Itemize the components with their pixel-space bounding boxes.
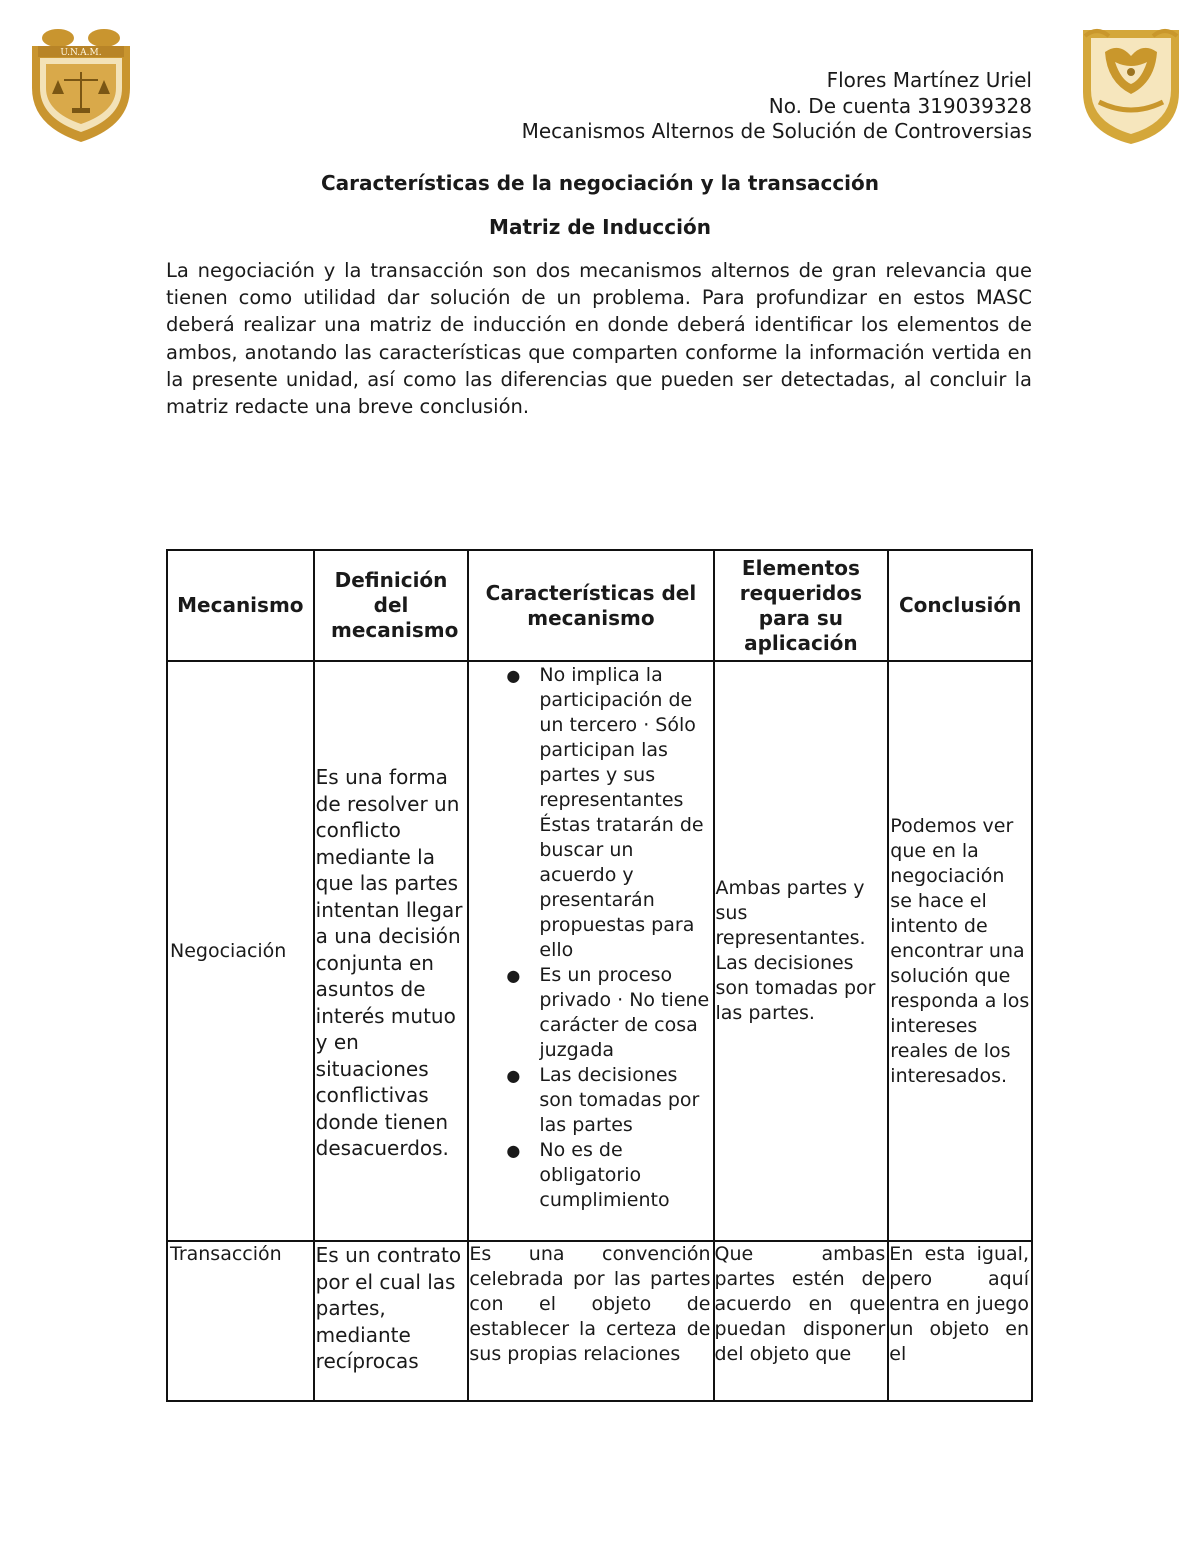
mechanism-cell: Negociación xyxy=(167,661,314,1241)
author-header xyxy=(522,68,1032,145)
author-name: Flores Martínez Uriel xyxy=(826,68,1032,92)
features-cell: Es una convención celebrada por las partes con el objeto de establecer la certeza de sus propias relaciones xyxy=(468,1241,713,1401)
document-subtitle: Matriz de Inducción xyxy=(489,215,711,239)
features-list xyxy=(469,663,712,1213)
mechanism-cell: Transacción xyxy=(167,1241,314,1401)
unam-law-school-crest-icon xyxy=(28,28,134,144)
list-item: ● Las decisiones son tomadas por las partes xyxy=(506,1064,700,1136)
definition-cell: Es un contrato por el cual las partes, mediante recíprocas xyxy=(314,1241,469,1401)
table-row xyxy=(167,1241,1032,1401)
list-item: ● No es de obligatorio cumplimiento xyxy=(506,1139,670,1211)
features-cell xyxy=(468,661,713,1241)
conclusion-cell: Podemos ver que en la negociación se hace el intento de encontrar una solución que responda a los intereses reales de los interesados. xyxy=(888,661,1032,1241)
header-features: Características del mecanismo xyxy=(468,550,713,661)
document-title: Características de la negociación y la transacción xyxy=(320,171,880,195)
header-definition: Definición del mecanismo xyxy=(314,550,469,661)
conclusion-cell: En esta igual, pero aquí entra en juego un objeto en el xyxy=(888,1241,1032,1401)
list-item: ● No implica la participación de un tercero · Sólo participan las partes y sus representantes Éstas tratarán de buscar un acuerdo y presentarán propuestas para ello xyxy=(506,664,704,961)
unam-coat-of-arms-icon xyxy=(1075,22,1187,147)
elements-cell: Que ambas partes estén de acuerdo en que puedan disponer del objeto que xyxy=(714,1241,889,1401)
list-item: ● Es un proceso privado · No tiene carácter de cosa juzgada xyxy=(506,964,710,1061)
table-row xyxy=(167,661,1032,1241)
header-mechanism: Mecanismo xyxy=(167,550,314,661)
table-header-row xyxy=(167,550,1032,661)
course-name: Mecanismos Alternos de Solución de Controversias xyxy=(521,119,1032,143)
induction-matrix-table xyxy=(166,549,1033,1402)
definition-cell: Es una forma de resolver un conflicto mediante la que las partes intentan llegar a una decisión conjunta en asuntos de interés mutuo y en situaciones conflictivas donde tienen desacuerdos. xyxy=(314,661,469,1241)
svg-text:U.N.A.M.: U.N.A.M. xyxy=(60,48,102,58)
header-conclusion: Conclusión xyxy=(888,550,1032,661)
account-number: No. De cuenta 319039328 xyxy=(768,93,1032,118)
elements-cell: Ambas partes y sus representantes. Las decisiones son tomadas por las partes. xyxy=(714,661,889,1241)
header-elements: Elementos requeridos para su aplicación xyxy=(714,550,889,661)
intro-paragraph: La negociación y la transacción son dos mecanismos alternos de gran relevancia que tienen como utilidad dar solución de un problema. Para profundizar en estos MASC deberá realizar una matriz de inducción en donde deberá identificar los elementos de ambos, anotando las características que comparten conforme la información vertida en la presente unidad, así como las diferencias que pueden ser detectadas, al concluir la matriz redacte una breve conclusión. xyxy=(166,259,1032,419)
